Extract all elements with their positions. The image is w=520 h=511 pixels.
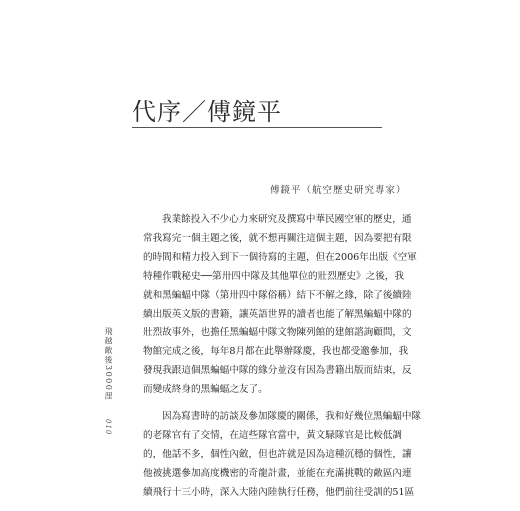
text-line: 因為寫書時的訪談及參加隊慶的關係，我和好幾位黑蝙蝠中隊	[162, 411, 422, 423]
title-underline	[132, 127, 382, 128]
text-line: 續飛行十三小時，深入大陸內陸執行任務，他們前往受訓的51區	[143, 486, 415, 498]
text-line: 而變成終身的黑蝙蝠之友了。	[143, 384, 268, 396]
text-line: 壯烈故事外，也擔任黑蝙蝠中隊文物陳列館的建館諮詢顧問，文	[143, 327, 412, 339]
text-line: 就和黑蝙蝠中隊（第卅四中隊俗稱）結下不解之緣，除了後續陸	[143, 289, 412, 301]
text-line: 我業餘投入不少心力來研究及撰寫中華民國空軍的歷史，通	[162, 214, 412, 225]
text-line: 的老隊官有了交情，在這些隊官當中，黃文騄隊官是比較低調	[143, 429, 403, 441]
text-line: 續出版英文版的書籍，讓英語世界的讀者也能了解黑蝙蝠中隊的	[143, 308, 412, 320]
text-line: 物館完成之後，每年8月都在此舉辦隊慶，我也都受邀參加，我	[143, 346, 409, 358]
author-byline: 傅鏡平（航空歷史研究專家）	[270, 185, 407, 196]
text-line: 他被挑選參加高度機密的奇龍計畫，並能在充滿挑戰的敵區內連	[143, 467, 412, 479]
text-line: 的，他話不多，個性內斂，但也許就是因為這種沉穩的個性，讓	[143, 448, 412, 460]
body-text	[143, 211, 422, 511]
chapter-title: 代序／傅鏡平	[132, 98, 282, 126]
text-line: 特種作戰秘史──第卅四中隊及其他單位的壯烈歷史》之後，我	[143, 270, 404, 282]
paragraph	[143, 211, 417, 400]
page-number: 010	[104, 419, 112, 436]
text-line: 常我寫完一個主題之後，就不想再關注這個主題，因為要把有限	[143, 232, 412, 244]
text-line: 的時間和精力投入到下一個待寫的主題，但在2006年出版《空軍	[143, 251, 417, 263]
paragraph	[143, 408, 422, 503]
text-line: 發現我跟這個黑蝙蝠中隊的緣分並沒有因為書籍出版而結束，反	[143, 365, 412, 377]
running-book-title: 飛越敵後3000浬	[104, 327, 113, 401]
